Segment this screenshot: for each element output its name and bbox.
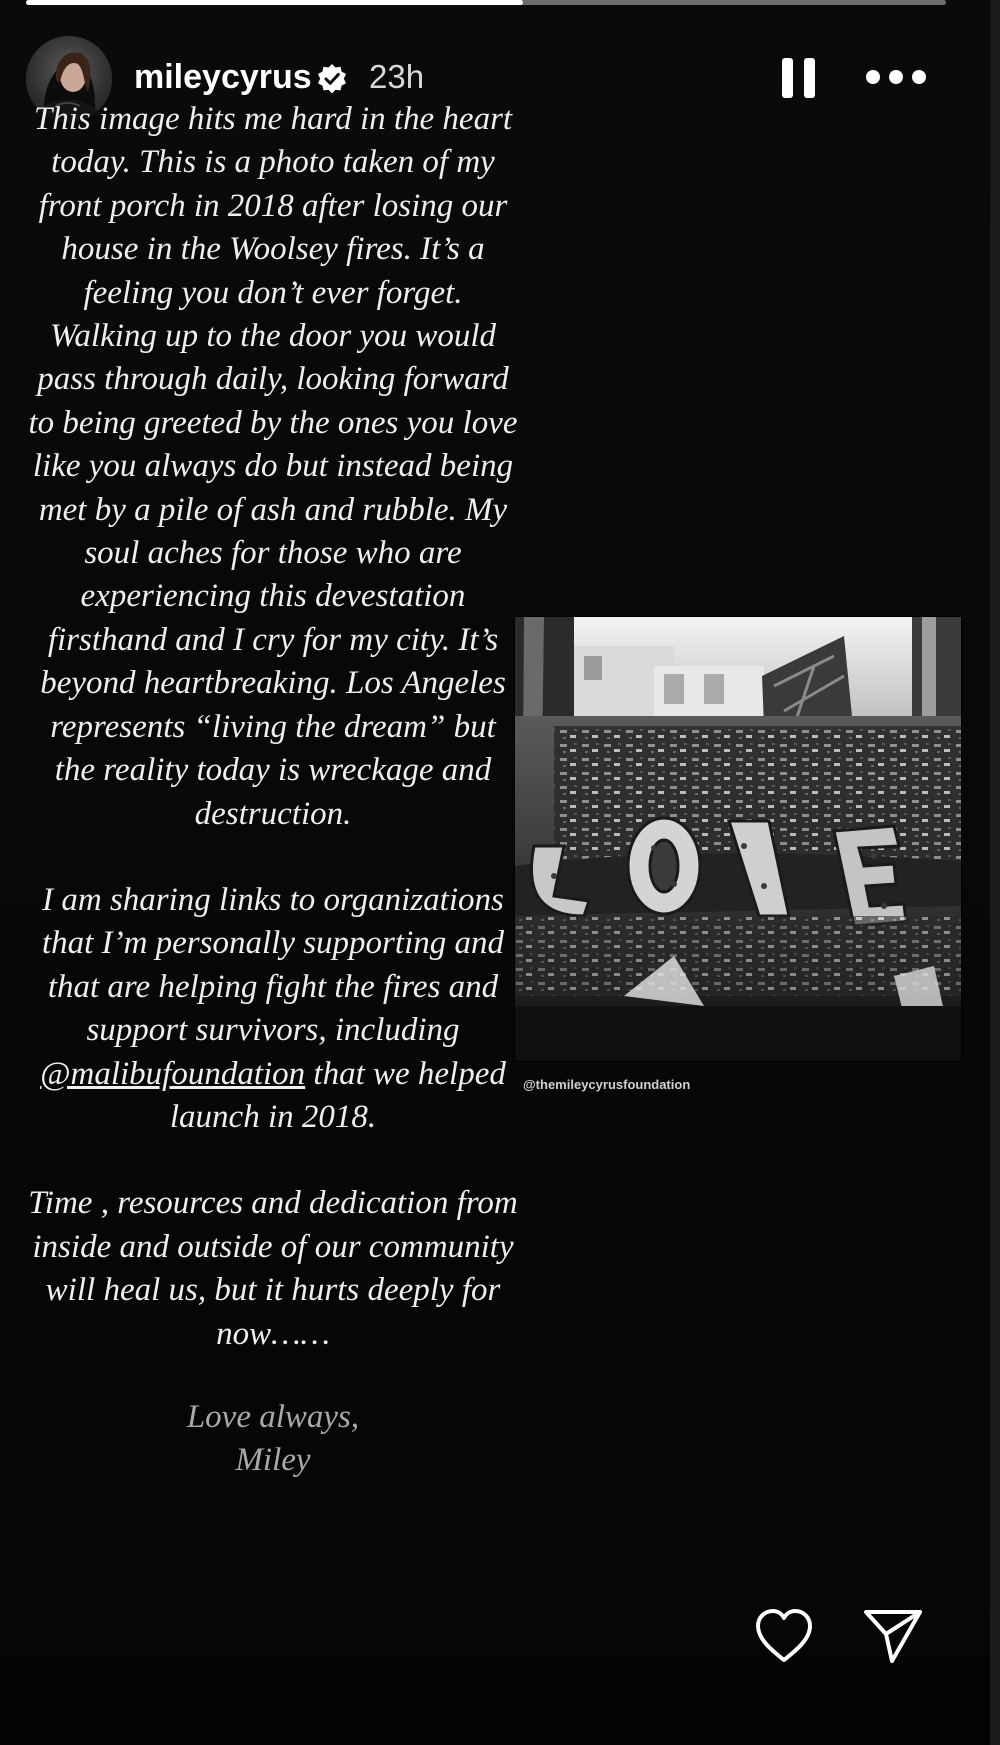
signoff-line: Love always, <box>186 1398 360 1435</box>
caption-text: I am sharing links to organizations that I’m personally supporting and that are helping fight the fires and support survivors, including <box>42 881 504 1049</box>
signoff <box>28 1396 518 1483</box>
photo-credit[interactable]: @themileycyrusfoundation <box>523 1077 691 1092</box>
story-frame-edge <box>990 0 1000 1745</box>
caption-paragraph-1: This image hits me hard in the heart today. This is a photo taken of my front porch in 2018 after losing our house in the Woolsey fires. It’s a feeling you don’t ever forget. Walking up to the door you would pass through daily, looking forward to being greeted by the ones you love like you always do but instead being met by a pile of ash and rubble. My soul aches for those who are experiencing this devestation firsthand and I cry for my city. It’s beyond heartbreaking. Los Angeles represents “living the dream” but the reality today is wreckage and destruction. <box>28 101 518 832</box>
story-progress-bar <box>26 0 946 5</box>
timestamp: 23h <box>369 58 425 95</box>
story-caption <box>28 98 518 1483</box>
send-icon[interactable] <box>862 1606 924 1666</box>
caption-paragraph-2 <box>28 879 518 1139</box>
pause-icon[interactable] <box>782 58 818 98</box>
more-options-icon[interactable] <box>866 70 926 86</box>
burned-porch-photo <box>514 616 962 1062</box>
story-progress-fill <box>26 0 523 5</box>
username[interactable]: mileycyrus <box>134 58 312 96</box>
mention-link[interactable]: @malibufoundation <box>40 1055 306 1092</box>
heart-icon[interactable] <box>752 1606 816 1666</box>
caption-paragraph-3: Time , resources and dedication from inside and outside of our community will heal us, but it hurts deeply for now…… <box>28 1185 518 1352</box>
caption-text: that we helped launch in 2018. <box>169 1055 506 1135</box>
signoff-name: Miley <box>235 1442 311 1479</box>
verified-badge-icon <box>316 63 348 95</box>
